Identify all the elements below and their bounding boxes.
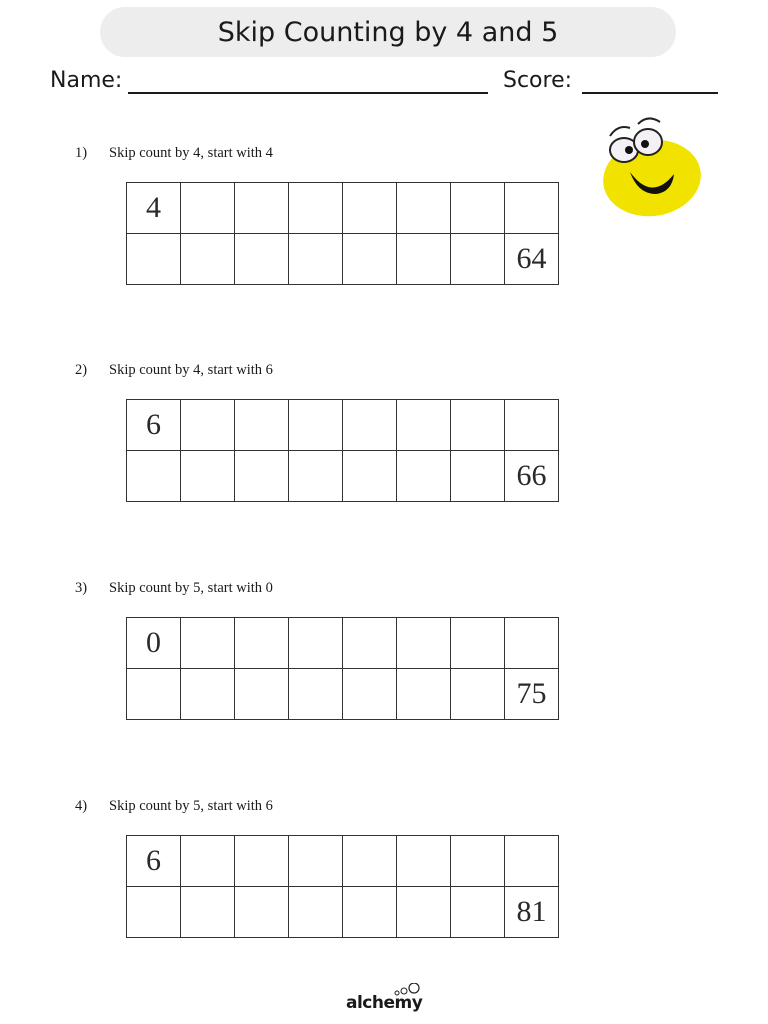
problem-instruction: Skip count by 4, start with 6 xyxy=(109,362,273,378)
grid-cell[interactable] xyxy=(289,669,343,720)
problem-2 xyxy=(0,362,768,562)
grid-cell: 64 xyxy=(505,234,559,285)
grid-cell[interactable] xyxy=(505,400,559,451)
grid-cell[interactable] xyxy=(289,234,343,285)
problem-number: 2) xyxy=(75,362,88,378)
grid-cell[interactable] xyxy=(127,234,181,285)
score-label: Score: xyxy=(503,68,573,93)
grid-cell[interactable] xyxy=(181,669,235,720)
grid-cell: 0 xyxy=(127,618,181,669)
grid-cell[interactable] xyxy=(451,451,505,502)
grid-cell[interactable] xyxy=(505,183,559,234)
score-answer-line[interactable] xyxy=(582,92,718,94)
grid-cell[interactable] xyxy=(343,618,397,669)
grid-cell[interactable] xyxy=(451,669,505,720)
name-score-row xyxy=(50,64,718,100)
grid-cell[interactable] xyxy=(397,451,451,502)
grid-cell[interactable] xyxy=(235,400,289,451)
grid-cell[interactable] xyxy=(397,669,451,720)
grid-cell[interactable] xyxy=(343,669,397,720)
grid-cell[interactable] xyxy=(289,887,343,938)
grid-cell: 6 xyxy=(127,400,181,451)
grid-cell[interactable] xyxy=(505,836,559,887)
grid-cell[interactable] xyxy=(181,451,235,502)
alchemy-logo xyxy=(340,983,430,1019)
grid-cell[interactable] xyxy=(505,618,559,669)
grid-cell[interactable] xyxy=(289,451,343,502)
grid-cell: 81 xyxy=(505,887,559,938)
grid-cell[interactable] xyxy=(181,400,235,451)
grid-cell[interactable] xyxy=(343,836,397,887)
grid-cell: 4 xyxy=(127,183,181,234)
grid-cell[interactable] xyxy=(397,618,451,669)
name-answer-line[interactable] xyxy=(128,92,488,94)
grid-cell[interactable] xyxy=(235,887,289,938)
problem-1 xyxy=(0,145,768,345)
problem-instruction: Skip count by 4, start with 4 xyxy=(109,145,273,161)
grid-cell[interactable] xyxy=(343,887,397,938)
grid-cell[interactable] xyxy=(181,234,235,285)
grid-cell: 75 xyxy=(505,669,559,720)
grid-cell[interactable] xyxy=(451,234,505,285)
grid-cell[interactable] xyxy=(289,400,343,451)
logo-wordmark: alchemy xyxy=(346,993,423,1013)
problem-4 xyxy=(0,798,768,998)
grid-cell[interactable] xyxy=(235,451,289,502)
grid-cell[interactable] xyxy=(397,183,451,234)
answer-grid xyxy=(126,617,559,720)
grid-cell[interactable] xyxy=(181,183,235,234)
grid-cell[interactable] xyxy=(181,618,235,669)
grid-cell[interactable] xyxy=(343,451,397,502)
grid-cell[interactable] xyxy=(451,400,505,451)
grid-cell[interactable] xyxy=(451,836,505,887)
problem-instruction: Skip count by 5, start with 0 xyxy=(109,580,273,596)
answer-grid xyxy=(126,399,559,502)
grid-cell[interactable] xyxy=(127,451,181,502)
grid-cell[interactable] xyxy=(451,887,505,938)
grid-cell[interactable] xyxy=(235,618,289,669)
page-title: Skip Counting by 4 and 5 xyxy=(217,16,559,48)
grid-cell[interactable] xyxy=(235,669,289,720)
problem-instruction: Skip count by 5, start with 6 xyxy=(109,798,273,814)
grid-cell[interactable] xyxy=(235,183,289,234)
problem-number: 3) xyxy=(75,580,88,596)
answer-grid xyxy=(126,835,559,938)
problem-number: 1) xyxy=(75,145,88,161)
grid-cell[interactable] xyxy=(289,618,343,669)
grid-cell[interactable] xyxy=(451,618,505,669)
grid-cell[interactable] xyxy=(343,234,397,285)
grid-cell[interactable] xyxy=(181,836,235,887)
grid-cell[interactable] xyxy=(235,234,289,285)
grid-cell: 6 xyxy=(127,836,181,887)
grid-cell[interactable] xyxy=(235,836,289,887)
grid-cell[interactable] xyxy=(181,887,235,938)
grid-cell[interactable] xyxy=(343,183,397,234)
problem-3 xyxy=(0,580,768,780)
answer-grid xyxy=(126,182,559,285)
grid-cell[interactable] xyxy=(397,400,451,451)
grid-cell[interactable] xyxy=(127,887,181,938)
problem-number: 4) xyxy=(75,798,88,814)
grid-cell[interactable] xyxy=(289,836,343,887)
grid-cell[interactable] xyxy=(127,669,181,720)
grid-cell[interactable] xyxy=(397,836,451,887)
name-label: Name: xyxy=(50,68,123,93)
grid-cell: 66 xyxy=(505,451,559,502)
worksheet-title-bar xyxy=(100,7,676,57)
grid-cell[interactable] xyxy=(343,400,397,451)
grid-cell[interactable] xyxy=(289,183,343,234)
grid-cell[interactable] xyxy=(397,887,451,938)
grid-cell[interactable] xyxy=(397,234,451,285)
grid-cell[interactable] xyxy=(451,183,505,234)
